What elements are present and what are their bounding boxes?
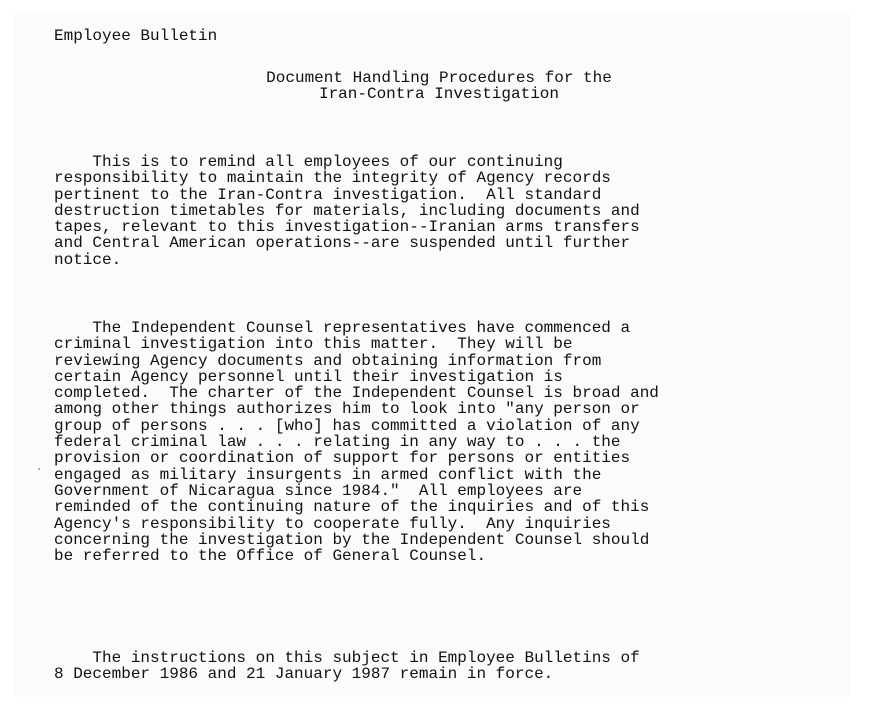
bulletin-label-text: Employee Bulletin bbox=[54, 27, 218, 45]
paragraph-line: 8 December 1986 and 21 January 1987 remain in force. bbox=[54, 665, 554, 684]
paragraph-line: Government of Nicaragua since 1984." All employees are bbox=[54, 481, 583, 500]
paragraph-line: responsibility to maintain the integrity of Agency records bbox=[54, 169, 611, 188]
paragraph-line: provision or coordination of support for persons or entities bbox=[54, 449, 631, 468]
title-line: Document Handling Procedures for the bbox=[266, 69, 612, 87]
paragraph-2 bbox=[54, 320, 659, 564]
paragraph-3 bbox=[54, 650, 640, 683]
bulletin-label bbox=[54, 28, 217, 44]
paragraph-line: The Independent Counsel representatives have commenced a bbox=[54, 319, 631, 337]
paragraph-line: notice. bbox=[54, 250, 122, 269]
document-title bbox=[54, 70, 824, 103]
paragraph-line: certain Agency personnel until their investigation is bbox=[54, 367, 563, 386]
paragraph-line: among other things authorizes him to look into "any person or bbox=[54, 400, 640, 419]
paragraph-line: be referred to the Office of General Counsel. bbox=[54, 547, 487, 566]
paragraph-line: criminal investigation into this matter. They will be bbox=[54, 335, 573, 354]
paragraph-line: reminded of the continuing nature of the inquiries and of this bbox=[54, 498, 650, 517]
scan-speck bbox=[38, 468, 40, 470]
paragraph-line: engaged as military insurgents in armed conflict with the bbox=[54, 465, 602, 484]
paragraph-1 bbox=[54, 154, 640, 268]
title-line: Iran-Contra Investigation bbox=[318, 85, 560, 104]
paragraph-line: federal criminal law . . . relating in any way to . . . the bbox=[54, 433, 621, 452]
paragraph-line: Agency's responsibility to cooperate fully. Any inquiries bbox=[54, 514, 611, 533]
paragraph-line: and Central American operations--are suspended until further bbox=[54, 234, 631, 253]
paragraph-line: tapes, relevant to this investigation--Iranian arms transfers bbox=[54, 218, 640, 237]
paragraph-line: completed. The charter of the Independent Counsel is broad and bbox=[54, 384, 659, 403]
paragraph-line: group of persons . . . [who] has committed a violation of any bbox=[54, 416, 640, 435]
paragraph-line: The instructions on this subject in Employee Bulletins of bbox=[54, 649, 640, 667]
paragraph-line: concerning the investigation by the Independent Counsel should bbox=[54, 530, 650, 549]
paragraph-line: destruction timetables for materials, including documents and bbox=[54, 201, 640, 220]
paragraph-line: This is to remind all employees of our continuing bbox=[54, 153, 563, 171]
paragraph-line: pertinent to the Iran-Contra investigation. All standard bbox=[54, 185, 602, 204]
paragraph-line: reviewing Agency documents and obtaining information from bbox=[54, 351, 602, 370]
